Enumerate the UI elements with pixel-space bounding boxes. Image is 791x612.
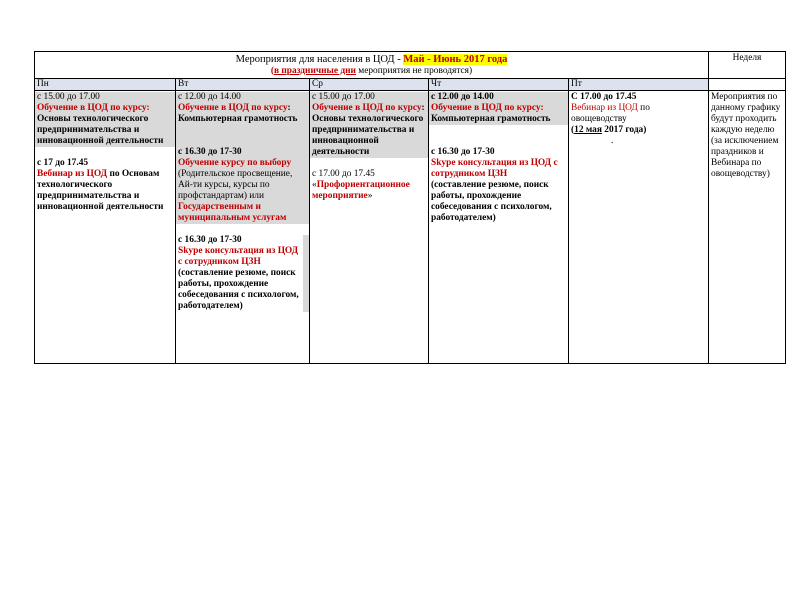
week-note: Мероприятия по данному графику будут проходить каждую неделю (за исключением праздников и Вебинара по овощеводству) bbox=[709, 91, 786, 364]
tue-choice-block: с 16.30 до 17-30 Обучение курсу по выбору (Родительское просвещение, Ай-ти курсы, курсы по профстандартам) или Государственным и муниципальным услугам bbox=[176, 147, 309, 224]
wed-event: «Профориентационное мероприятие» bbox=[312, 180, 410, 201]
title-row bbox=[35, 52, 786, 79]
cell-tue bbox=[176, 91, 310, 364]
mon-course-block: с 15.00 до 17.00 Обучение в ЦОД по курсу: Основы технологического предпринимательства и инновационной деятельности bbox=[35, 92, 175, 147]
schedule-page bbox=[34, 51, 785, 364]
cell-thu: с 12.00 до 14.00 Обучение в ЦОД по курсу: Компьютерная грамотность с 16.30 до 17-30 Skype консультация из ЦОД с сотрудником ЦЗН (составление резюме, поиск работы, прохождение собеседования с психологом, работодателем) bbox=[429, 91, 569, 364]
fri-date: (12 мая 2017 года) bbox=[571, 125, 647, 135]
week-header: Неделя bbox=[709, 52, 786, 79]
tue-course-block: с 12.00 до 14.00 Обучение в ЦОД по курсу: Компьютерная грамотность bbox=[176, 92, 309, 147]
day-header-mon: Пн bbox=[35, 79, 176, 91]
cell-wed: с 15.00 до 17.00 Обучение в ЦОД по курсу: Основы технологического предпринимательства и инновационной деятельности с 17.00 до 17.45 «Профориентационное мероприятие» bbox=[310, 91, 429, 364]
day-header-wed: Ср bbox=[310, 79, 429, 91]
mon-webinar: Вебинар из ЦОД по Основам технологического предпринимательства и инновационной деятельности bbox=[37, 169, 164, 212]
day-header-fri: Пт bbox=[569, 79, 709, 91]
title-note: (в праздничные дни мероприятия не проводятся) bbox=[270, 66, 473, 76]
day-header-thu: Чт bbox=[429, 79, 569, 91]
title-cell bbox=[35, 52, 709, 79]
tue-skype-block: с 16.30 до 17-30 Skype консультация из ЦОД с сотрудником ЦЗН (составление резюме, поиск работы, прохождение собеседования с психологом, работодателем) bbox=[176, 235, 309, 312]
fri-webinar: Вебинар из ЦОД по овощеводству bbox=[571, 103, 650, 124]
page-title: Мероприятия для населения в ЦОД - Май - Июнь 2017 года bbox=[235, 54, 508, 65]
wed-course-block: с 15.00 до 17.00 Обучение в ЦОД по курсу: Основы технологического предпринимательства и инновационной деятельности bbox=[310, 92, 428, 158]
day-header-empty bbox=[709, 79, 786, 91]
schedule-row bbox=[35, 91, 786, 364]
day-header-row bbox=[35, 79, 786, 91]
title-period: Май - Июнь 2017 года bbox=[403, 54, 508, 65]
cell-fri: С 17.00 до 17.45 Вебинар из ЦОД по овощеводству (12 мая 2017 года) . bbox=[569, 91, 709, 364]
schedule-table bbox=[34, 51, 786, 364]
cell-mon: с 15.00 до 17.00 Обучение в ЦОД по курсу: Основы технологического предпринимательства и инновационной деятельности с 17 до 17.45 Вебинар из ЦОД по Основам технологического предпринимательства и инновационной деятельности bbox=[35, 91, 176, 364]
thu-course-block: с 12.00 до 14.00 Обучение в ЦОД по курсу: Компьютерная грамотность bbox=[429, 92, 568, 125]
day-header-tue: Вт bbox=[176, 79, 310, 91]
